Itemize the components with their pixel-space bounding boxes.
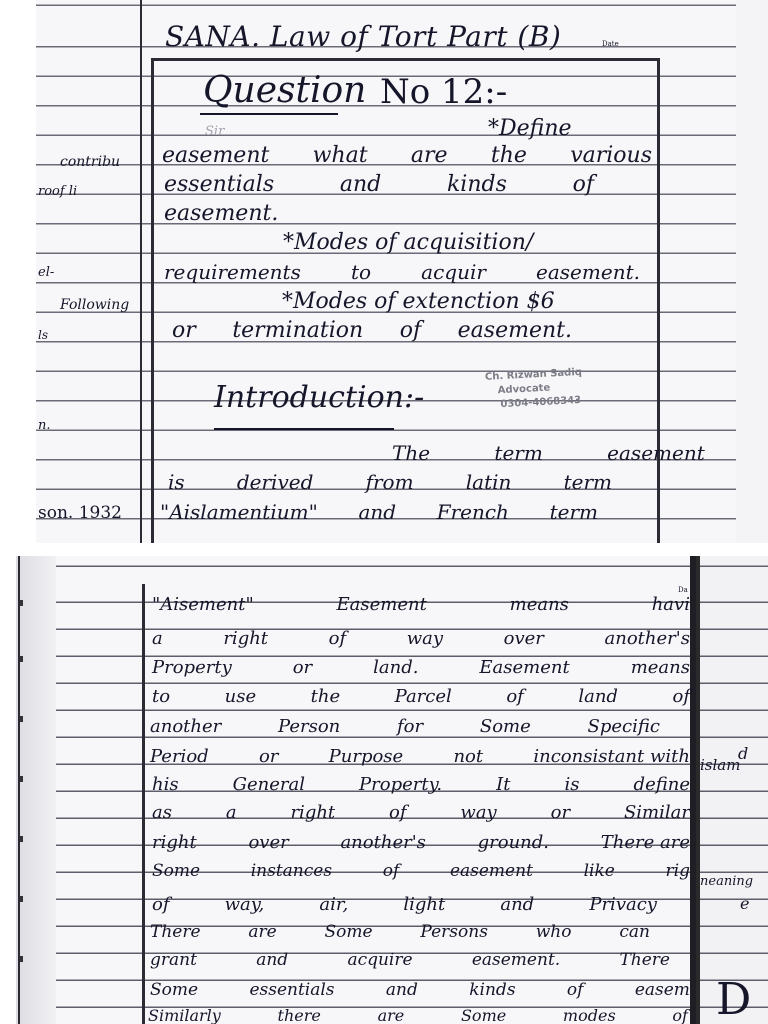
margin-note: roof li	[38, 184, 78, 199]
word: a	[225, 802, 237, 823]
word: of	[152, 894, 170, 915]
word: Property	[152, 657, 232, 678]
text-line-b14	[150, 980, 690, 1000]
word: Easement	[336, 594, 427, 615]
word: Some	[152, 861, 201, 881]
word: Privacy	[589, 894, 657, 915]
word: over	[503, 628, 544, 649]
define-line: *Define	[488, 116, 572, 141]
faint-mark: Sir	[205, 124, 225, 139]
intro-first-line: The term easement	[392, 441, 705, 465]
word: easement.	[471, 950, 561, 970]
word: of	[382, 861, 400, 881]
word: easement	[449, 861, 533, 881]
word: General	[232, 774, 305, 795]
photo-separator	[0, 543, 768, 556]
word: as	[152, 802, 172, 823]
stamp-phone: 0304-4068343	[500, 394, 582, 411]
word: his	[152, 774, 179, 795]
word: "Aislamentium"	[160, 500, 318, 524]
word: or	[172, 318, 196, 343]
word: means	[509, 594, 569, 615]
margin-line-double	[151, 58, 154, 543]
text-line-b1	[152, 594, 690, 615]
date-label: Da	[678, 586, 688, 594]
word: light	[403, 894, 446, 915]
word: havi	[651, 594, 690, 615]
text-line-1	[162, 143, 652, 168]
page-edge	[690, 556, 696, 1024]
word: essentials	[249, 980, 335, 1000]
word: are	[377, 1006, 405, 1024]
word: of	[328, 628, 347, 649]
word: what	[312, 143, 368, 168]
word: Easement	[479, 657, 570, 678]
word: and	[339, 172, 382, 197]
text-line-b13	[150, 950, 670, 970]
word: and	[358, 500, 397, 524]
word: way	[460, 802, 497, 823]
adjacent-note: neaning	[700, 874, 754, 889]
word: way,	[224, 894, 265, 915]
word: a	[152, 628, 163, 649]
word: of	[566, 980, 584, 1000]
question-underline	[200, 113, 338, 115]
spiral-hole	[20, 656, 23, 662]
binding-edge	[18, 556, 20, 1024]
modes-acquisition: *Modes of acquisition/	[283, 230, 534, 255]
word: the	[310, 686, 341, 707]
text-line-b4	[152, 686, 690, 707]
spiral-hole	[20, 600, 23, 606]
word: right	[223, 628, 269, 649]
word: over	[248, 832, 289, 853]
margin-line	[142, 584, 145, 1024]
modes-extinction: *Modes of extenction $6	[282, 289, 555, 314]
word: another	[150, 716, 222, 737]
word: There are	[600, 832, 690, 853]
question-number: No 12:-	[380, 72, 508, 112]
word: right	[290, 802, 336, 823]
word: like	[583, 861, 615, 881]
word: who	[535, 922, 572, 942]
text-line-b15	[148, 1006, 688, 1024]
word: Similarly	[148, 1006, 221, 1024]
word: acquir	[421, 260, 486, 284]
page-heading: SANA. Law of Tort Part (B)	[165, 20, 562, 53]
top-border-line	[151, 58, 660, 61]
word: and	[385, 980, 418, 1000]
word: various	[570, 143, 652, 168]
margin-note: n.	[38, 418, 51, 433]
word: Some	[460, 1006, 507, 1024]
text-line-b10	[152, 861, 690, 881]
word: from	[365, 470, 414, 494]
word: inconsistant with	[533, 746, 690, 767]
word: term	[563, 470, 612, 494]
word: of	[399, 318, 422, 343]
word: Person	[278, 716, 341, 737]
text-line-b6	[150, 746, 690, 767]
word: term	[549, 500, 598, 524]
stamp-title: Advocate	[497, 382, 551, 397]
word: kinds	[446, 172, 507, 197]
text-line-b3	[152, 657, 690, 678]
introduction-underline	[214, 428, 394, 430]
word: requirements	[164, 260, 301, 284]
text-line-7	[160, 500, 598, 524]
word: land.	[373, 657, 419, 678]
word: there	[277, 1006, 321, 1024]
word: French	[436, 500, 509, 524]
word: easement	[162, 143, 270, 168]
word: air,	[319, 894, 349, 915]
stamp-name: Ch. Rizwan Sadiq	[484, 366, 583, 383]
margin-note: son. 1932	[38, 503, 122, 523]
margin-note: Following	[60, 297, 130, 313]
word: is	[564, 774, 580, 795]
text-line-b12	[150, 922, 650, 942]
text-line-b8	[152, 802, 690, 823]
word: Period	[150, 746, 209, 767]
word: of	[672, 1006, 688, 1024]
introduction-heading: Introduction:-	[214, 380, 425, 415]
word: are	[410, 143, 448, 168]
spiral-hole	[20, 956, 23, 962]
word: or	[550, 802, 571, 823]
margin-line	[140, 0, 142, 543]
text-line-b11	[152, 894, 657, 915]
word: easem	[634, 980, 690, 1000]
word: Specific	[587, 716, 660, 737]
text-line-b5	[150, 716, 660, 737]
adjacent-note: islam	[700, 756, 741, 774]
adjacent-note: D	[716, 974, 752, 1024]
word: easement.	[536, 260, 640, 284]
word: means	[630, 657, 690, 678]
adjacent-page	[696, 556, 768, 1024]
word: derived	[236, 470, 314, 494]
word: Parcel	[394, 686, 452, 707]
text-line-5	[172, 318, 572, 343]
word: There	[150, 922, 201, 942]
word: "Aisement"	[152, 594, 254, 615]
word: There	[619, 950, 670, 970]
adjacent-note: d	[738, 744, 749, 763]
word: of	[389, 802, 407, 823]
word: use	[224, 686, 257, 707]
word: can	[619, 922, 650, 942]
word: right	[152, 832, 197, 853]
margin-note: el-	[38, 265, 55, 280]
left-background	[0, 0, 36, 543]
word: or	[292, 657, 313, 678]
word: grant	[150, 950, 197, 970]
spiral-hole	[20, 896, 23, 902]
word: to	[152, 686, 171, 707]
word: latin	[465, 470, 512, 494]
text-line-3	[164, 201, 278, 226]
word: land	[578, 686, 618, 707]
word: not	[453, 746, 484, 767]
word: kinds	[469, 980, 516, 1000]
word: ground.	[477, 832, 550, 853]
word: to	[350, 260, 372, 284]
word: are	[248, 922, 277, 942]
word: instances	[250, 861, 333, 881]
word: easement.	[164, 201, 279, 226]
margin-note: contribu	[60, 154, 121, 170]
text-line-b2	[152, 628, 690, 649]
adjacent-note: e	[740, 894, 750, 913]
word: Purpose	[328, 746, 404, 767]
text-line-2	[164, 172, 594, 197]
word: acquire	[347, 950, 413, 970]
question-title: Question	[203, 70, 367, 111]
word: Some	[150, 980, 199, 1000]
word: of	[506, 686, 524, 707]
advocate-stamp	[485, 365, 598, 423]
word: essentials	[164, 172, 275, 197]
word: is	[168, 470, 185, 494]
word: the	[490, 143, 527, 168]
word: Some	[324, 922, 373, 942]
word: another's	[604, 628, 690, 649]
spiral-hole	[20, 716, 23, 722]
left-background	[0, 556, 56, 1024]
text-line-6	[168, 470, 612, 494]
word: Property.	[359, 774, 443, 795]
word: and	[500, 894, 535, 915]
margin-note: ls	[38, 328, 48, 342]
right-border-line	[657, 58, 660, 543]
word: of	[572, 172, 594, 197]
date-label: Date	[602, 40, 619, 48]
word: rig	[665, 861, 690, 881]
word: termination	[232, 318, 364, 343]
word: It	[496, 774, 511, 795]
word: for	[397, 716, 424, 737]
text-line-b9	[152, 832, 690, 853]
text-line-b7	[152, 774, 690, 795]
spiral-hole	[20, 836, 23, 842]
word: define	[633, 774, 690, 795]
spiral-hole	[20, 776, 23, 782]
word: Persons	[420, 922, 488, 942]
word: easement.	[457, 318, 572, 343]
word: of	[672, 686, 690, 707]
word: and	[256, 950, 289, 970]
word: or	[258, 746, 279, 767]
word: modes	[562, 1006, 616, 1024]
word: another's	[340, 832, 426, 853]
word: Some	[479, 716, 531, 737]
word: Similar	[623, 802, 690, 823]
word: way	[406, 628, 444, 649]
text-line-4	[164, 260, 640, 284]
bottom-photo	[0, 556, 768, 1024]
